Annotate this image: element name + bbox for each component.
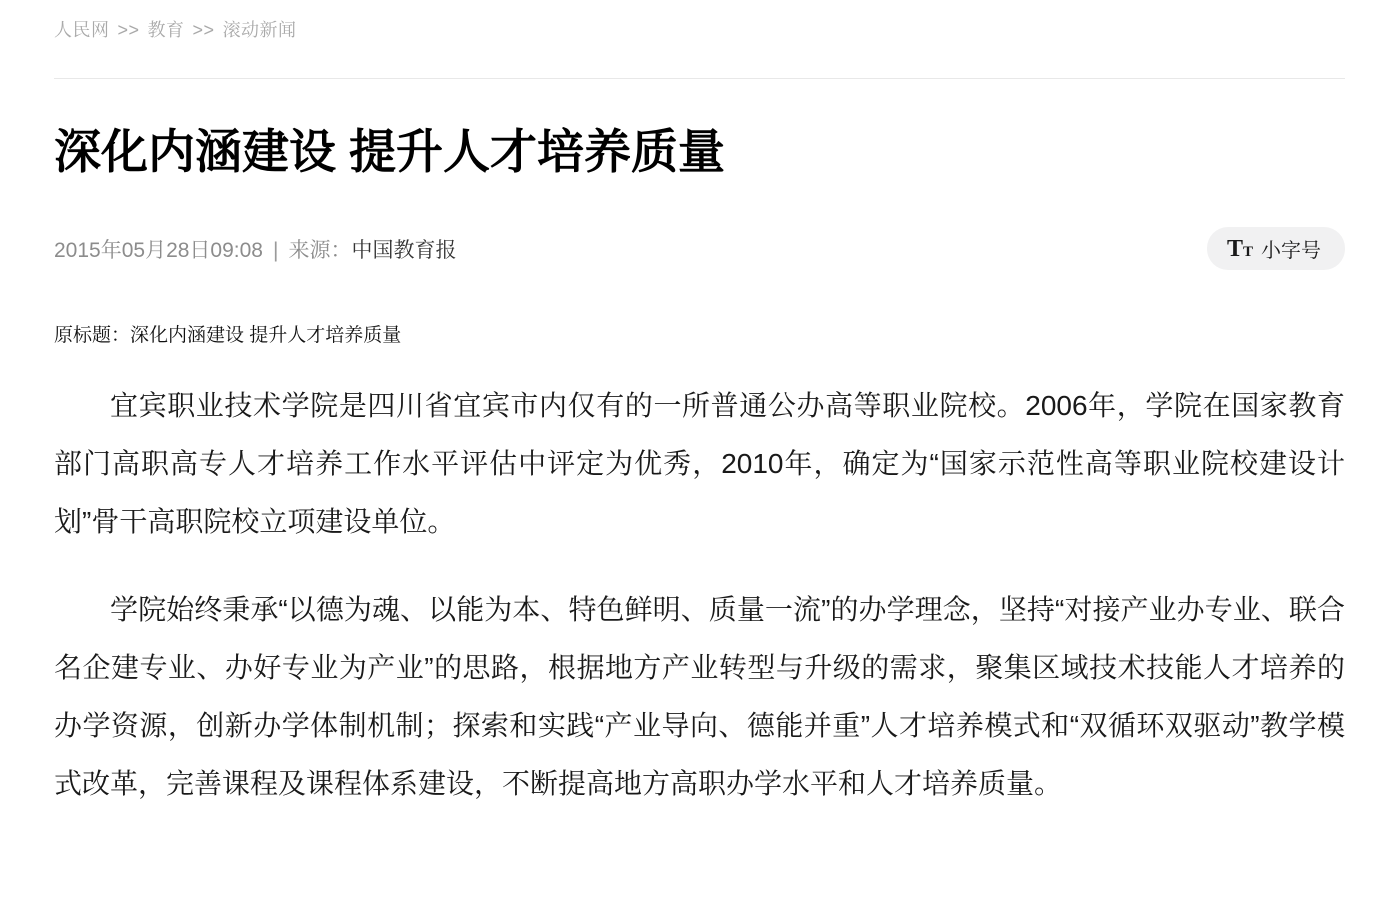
- article-paragraph: 学院始终秉承“以德为魂、以能为本、特色鲜明、质量一流”的办学理念，坚持“对接产业办专业、联合名企建专业、办好专业为产业”的思路，根据地方产业转型与升级的需求，聚集区域技术技能人才培养的办学资源，创新办学体制机制；探索和实践“产业导向、德能并重”人才培养模式和“双循环双驱动”教学模式改革，完善课程及课程体系建设，不断提高地方高职办学水平和人才培养质量。: [54, 594, 1345, 799]
- source-label: 来源：: [288, 238, 352, 262]
- article-meta: [54, 234, 456, 264]
- font-size-button-label: 小字号: [1261, 240, 1321, 262]
- breadcrumb-separator: >>: [117, 20, 140, 40]
- source-link[interactable]: 中国教育报: [351, 238, 457, 262]
- article-body: [54, 377, 1345, 813]
- breadcrumb-item-education[interactable]: 教育: [147, 20, 185, 40]
- page-title: 深化内涵建设 提升人才培养质量: [54, 125, 726, 178]
- font-size-button[interactable]: [1207, 227, 1345, 270]
- breadcrumb: [54, 16, 1345, 44]
- original-title: 原标题：深化内涵建设 提升人才培养质量: [54, 325, 402, 346]
- meta-separator: |: [273, 238, 279, 262]
- article-paragraph: 宜宾职业技术学院是四川省宜宾市内仅有的一所普通公办高等职业院校。2006年，学院在国家教育部门高职高专人才培养工作水平评估中评定为优秀，2010年，确定为“国家示范性高等职业院校建设计划”骨干高职院校立项建设单位。: [54, 390, 1345, 537]
- breadcrumb-separator: >>: [192, 20, 215, 40]
- breadcrumb-item-rolling-news[interactable]: 滚动新闻: [222, 20, 297, 40]
- publish-date: 2015年05月28日09:08: [54, 238, 263, 262]
- header-divider: [54, 78, 1345, 79]
- font-size-icon: TT: [1226, 235, 1253, 262]
- breadcrumb-item-home[interactable]: 人民网: [54, 20, 110, 40]
- article-meta-row: [54, 227, 1345, 270]
